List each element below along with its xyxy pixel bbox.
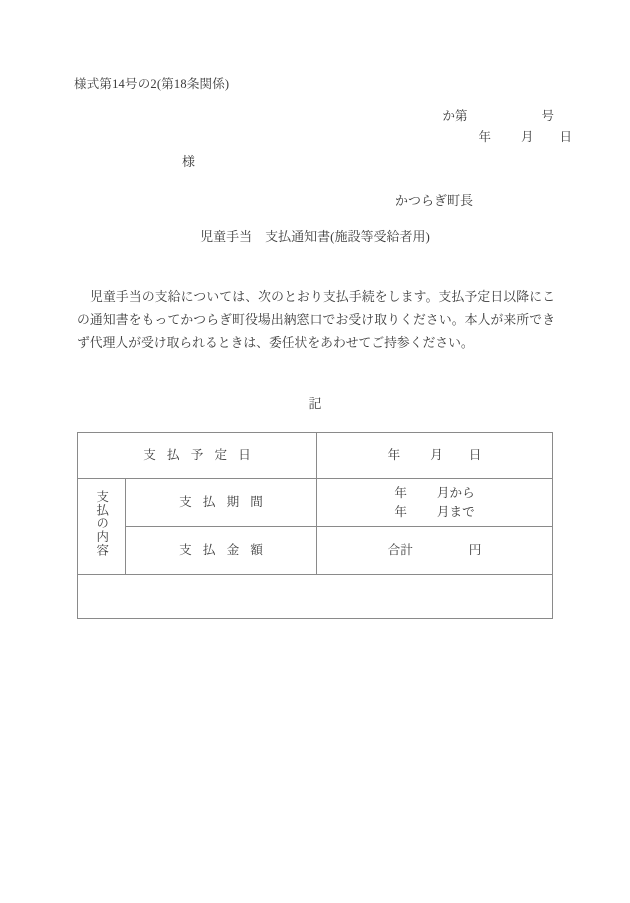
issue-date-line (466, 118, 572, 156)
cell-payment-period-label (126, 479, 317, 527)
cell-payment-date-value (317, 433, 553, 479)
table-row-notes (78, 575, 553, 619)
cell-payment-content-group-label (78, 479, 126, 575)
payment-amount-label: 支 払 金 額 (179, 543, 267, 557)
cell-payment-period-value (317, 479, 553, 527)
issue-date-day: 日 (559, 129, 573, 144)
payment-period-to-month: 月まで (436, 504, 475, 519)
issuer-name: かつらぎ町長 (395, 193, 474, 208)
cell-payment-amount-label (126, 527, 317, 575)
issue-date-month: 月 (521, 129, 534, 144)
document-number-prefix: か第 (442, 108, 468, 123)
payment-details-table (77, 432, 553, 619)
table-row-payment-date (78, 433, 553, 479)
section-marker: 記 (308, 396, 322, 411)
payment-period-from (317, 484, 552, 503)
payment-period-to (317, 503, 552, 522)
payment-period-label: 支 払 期 間 (179, 495, 267, 509)
payment-content-group-label: 支払の内容 (94, 490, 109, 557)
payment-amount-total-label: 合計 (387, 543, 413, 557)
document-title: 児童手当 支払通知書(施設等受給者用) (200, 229, 430, 244)
payment-date-year: 年 (387, 448, 401, 462)
payment-period-to-year: 年 (394, 504, 407, 519)
body-paragraph: 児童手当の支給については、次のとおり支払手続をします。支払予定日以降にこの通知書をもってかつらぎ町役場出納窓口でお受け取りください。本人が来所できず代理人が受け取られるときは、委任状をあわせてご持参ください。 (77, 290, 555, 350)
table-row-payment-amount (78, 527, 553, 575)
cell-notes (78, 575, 553, 619)
addressee-honorific: 様 (182, 154, 196, 169)
payment-date-day: 日 (468, 448, 482, 462)
table-row-payment-period (78, 479, 553, 527)
cell-payment-date-label (78, 433, 317, 479)
payment-amount-unit: 円 (468, 543, 482, 557)
payment-period-from-year: 年 (394, 485, 407, 500)
form-number: 様式第14号の2(第18条関係) (74, 77, 230, 91)
payment-date-label: 支 払 予 定 日 (143, 448, 255, 462)
payment-period-from-month: 月から (436, 485, 475, 500)
payment-date-month: 月 (430, 448, 443, 462)
document-number-suffix: 号 (541, 108, 555, 123)
cell-payment-amount-value (317, 527, 553, 575)
issue-date-year: 年 (478, 129, 492, 144)
